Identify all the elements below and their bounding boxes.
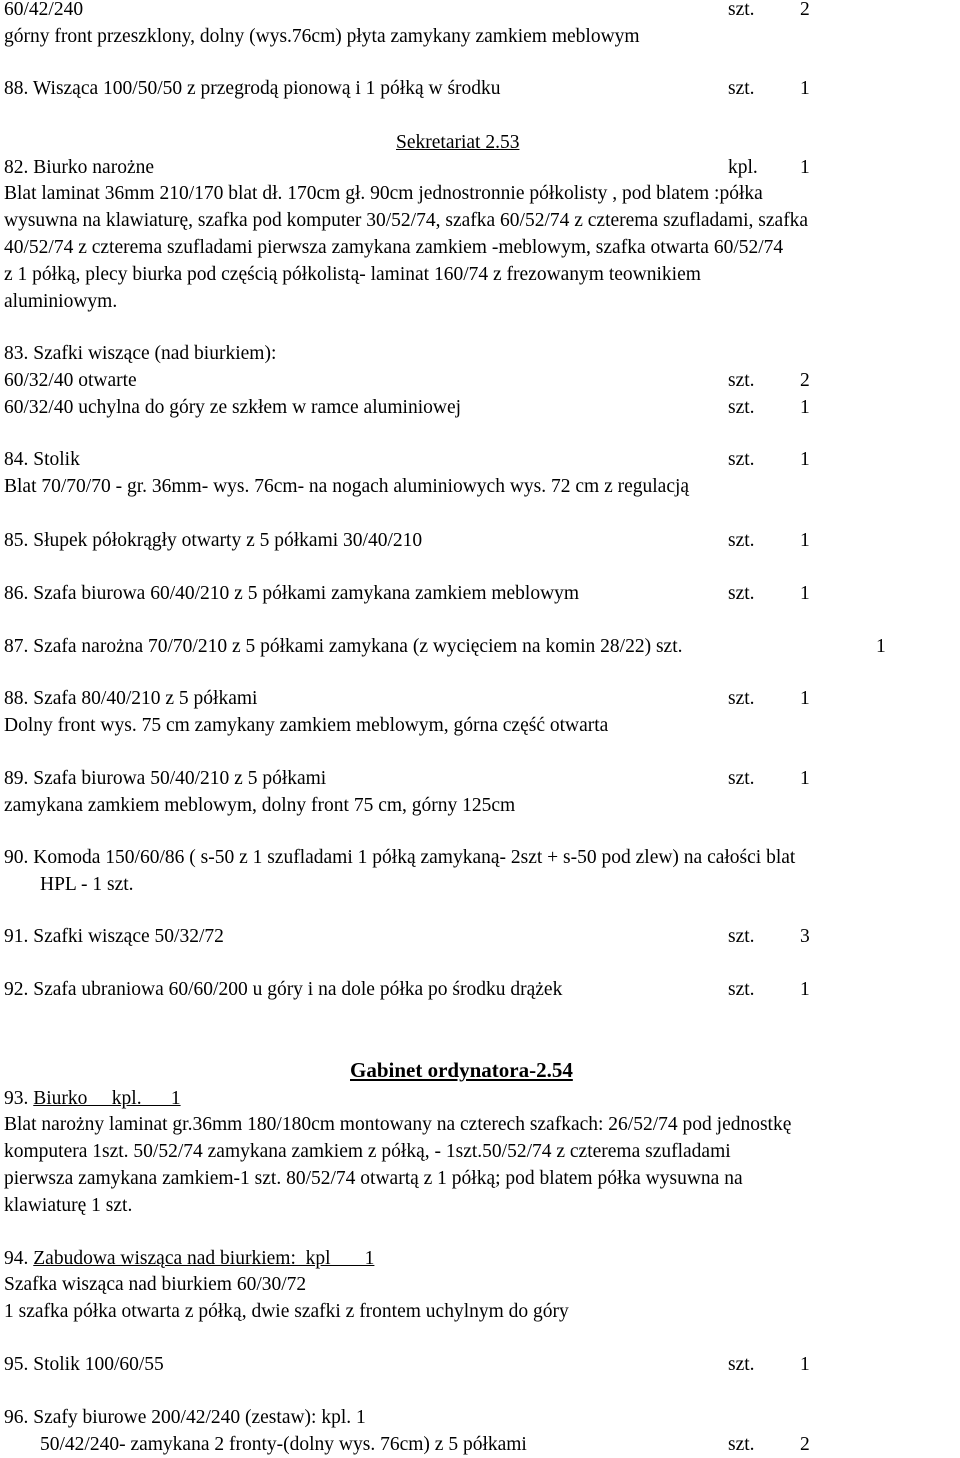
item-85-label: 85. Słupek półokrągły otwarty z 5 półkami 30/40/210 — [4, 530, 423, 551]
item-88-cabinet-label: 88. Szafa 80/40/210 z 5 półkami — [4, 688, 258, 709]
text-line: 60/32/40 otwarte — [4, 370, 137, 391]
section-heading: Gabinet ordynatora-2.54 — [350, 1058, 573, 1082]
text-line: 1 szafka półka otwarta z półką, dwie szafki z frontem uchylnym do góry — [4, 1301, 569, 1322]
text-line: górny front przeszklony, dolny (wys.76cm) płyta zamykany zamkiem meblowym — [4, 26, 640, 47]
quantity-value: 1 — [800, 397, 810, 418]
quantity-value: 2 — [800, 370, 810, 391]
item-93-label — [4, 1089, 181, 1109]
item-number: 94. — [4, 1248, 29, 1269]
item-90-label: 90. Komoda 150/60/86 ( s-50 z 1 szufladami 1 półką zamykaną- 2szt + s-50 pod zlew) na całości blat — [4, 847, 796, 868]
section-heading: Sekretariat 2.53 — [396, 132, 520, 153]
quantity-value: 1 — [876, 636, 886, 657]
quantity-value: 1 — [800, 530, 810, 551]
unit-label: szt. — [728, 530, 755, 551]
unit-label: szt. — [728, 1354, 755, 1375]
unit-label: szt. — [728, 370, 755, 391]
quantity-value: 1 — [800, 78, 810, 99]
text-line: 40/52/74 z czterema szufladami pierwsza zamykana zamkiem -meblowym, szafka otwarta 60/52/74 — [4, 237, 784, 258]
text-line: 60/42/240 — [4, 0, 84, 20]
item-96-label: 96. Szafy biurowe 200/42/240 (zestaw): kpl. 1 — [4, 1407, 366, 1428]
unit-label: szt. — [728, 979, 755, 1000]
item-82-label: 82. Biurko narożne — [4, 157, 155, 178]
quantity-value: 1 — [800, 449, 810, 470]
unit-label: szt. — [728, 688, 755, 709]
unit-label: szt. — [728, 78, 755, 99]
quantity-value: 1 — [800, 157, 810, 178]
unit-label: szt. — [728, 926, 755, 947]
quantity-value: 2 — [800, 1434, 810, 1455]
text-line: Dolny front wys. 75 cm zamykany zamkiem meblowym, górna część otwarta — [4, 715, 609, 736]
unit-label: kpl. — [728, 157, 758, 178]
quantity-value: 1 — [800, 688, 810, 709]
item-number: 93. — [4, 1088, 29, 1109]
text-line: wysuwna na klawiaturę, szafka pod komputer 30/52/74, szafka 60/52/74 z czterema szufladami, szafka — [4, 210, 809, 231]
quantity-value: 1 — [800, 768, 810, 789]
text-line: HPL - 1 szt. — [40, 874, 134, 895]
unit-label: szt. — [728, 1434, 755, 1455]
quantity-value: 3 — [800, 926, 810, 947]
item-94-label — [4, 1249, 374, 1269]
text-line: Blat laminat 36mm 210/170 blat dł. 170cm gł. 90cm jednostronnie półkolisty , pod blatem :półka — [4, 183, 763, 204]
text-line: Szafka wisząca nad biurkiem 60/30/72 — [4, 1274, 307, 1295]
unit-label: szt. — [728, 449, 755, 470]
item-89-label: 89. Szafa biurowa 50/40/210 z 5 półkami — [4, 768, 327, 789]
quantity-value: 1 — [800, 1354, 810, 1375]
unit-label: szt. — [728, 583, 755, 604]
item-91-label: 91. Szafki wiszące 50/32/72 — [4, 926, 224, 947]
text-line: aluminiowym. — [4, 291, 118, 312]
item-title: Biurko kpl. 1 — [33, 1088, 181, 1109]
item-84-label: 84. Stolik — [4, 449, 80, 470]
item-88-label: 88. Wisząca 100/50/50 z przegrodą pionową i 1 półką w środku — [4, 78, 501, 99]
text-line: Blat 70/70/70 - gr. 36mm- wys. 76cm- na nogach aluminiowych wys. 72 cm z regulacją — [4, 476, 690, 497]
item-87-label: 87. Szafa narożna 70/70/210 z 5 półkami zamykana (z wycięciem na komin 28/22) szt. — [4, 636, 683, 657]
quantity-value: 1 — [800, 979, 810, 1000]
unit-label: szt. — [728, 768, 755, 789]
text-line: 50/42/240- zamykana 2 fronty-(dolny wys. 76cm) z 5 półkami — [40, 1434, 527, 1455]
item-86-label: 86. Szafa biurowa 60/40/210 z 5 półkami zamykana zamkiem meblowym — [4, 583, 580, 604]
text-line: 60/32/40 uchylna do góry ze szkłem w ramce aluminiowej — [4, 397, 462, 418]
item-title: Zabudowa wisząca nad biurkiem: kpl 1 — [33, 1248, 375, 1269]
text-line: Blat narożny laminat gr.36mm 180/180cm montowany na czterech szafkach: 26/52/74 pod jednostkę — [4, 1114, 792, 1135]
item-95-label: 95. Stolik 100/60/55 — [4, 1354, 164, 1375]
text-line: klawiaturę 1 szt. — [4, 1195, 133, 1216]
text-line: z 1 półką, plecy biurka pod częścią półkolistą- laminat 160/74 z frezowanym teownikiem — [4, 264, 701, 285]
quantity-value: 1 — [800, 583, 810, 604]
text-line: zamykana zamkiem meblowym, dolny front 75 cm, górny 125cm — [4, 795, 516, 816]
unit-label: szt. — [728, 397, 755, 418]
unit-label: szt. — [728, 0, 755, 20]
item-92-label: 92. Szafa ubraniowa 60/60/200 u góry i na dole półka po środku drążek — [4, 979, 563, 1000]
item-83-label: 83. Szafki wiszące (nad biurkiem): — [4, 343, 277, 364]
quantity-value: 2 — [800, 0, 810, 20]
text-line: komputera 1szt. 50/52/74 zamykana zamkiem z półką, - 1szt.50/52/74 z czterema szufladami — [4, 1141, 731, 1162]
text-line: pierwsza zamykana zamkiem-1 szt. 80/52/74 otwartą z 1 półką; pod blatem półka wysuwna na — [4, 1168, 743, 1189]
